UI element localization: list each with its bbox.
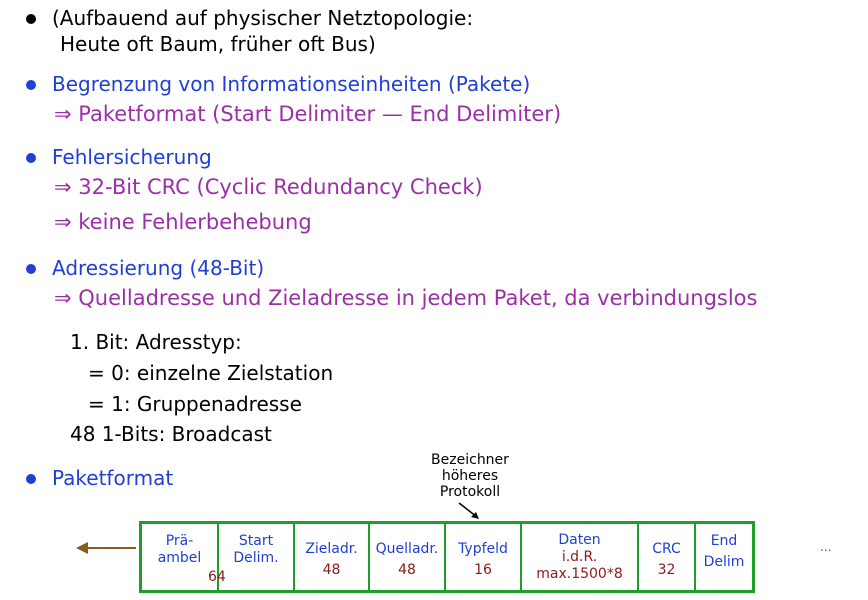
ellipsis: ... <box>820 540 832 554</box>
praeambel-label-2: ambel <box>157 550 202 566</box>
zieladr-value: 48 <box>322 562 341 578</box>
cell-zieladr <box>295 524 370 590</box>
bullet-4-sub: ⇒ Quelladresse und Zieladresse in jedem Paket, da verbindungslos <box>54 286 758 310</box>
daten-line-3: max.1500*8 <box>536 566 623 582</box>
quelladr-label: Quelladr. <box>375 541 439 557</box>
cell-typfeld <box>446 524 522 590</box>
annotation-label <box>420 452 520 500</box>
bullet-1-line-1: (Aufbauend auf physischer Netztopologie: <box>52 6 474 30</box>
packet-format-table <box>139 521 755 593</box>
cell-end-delim <box>696 524 752 590</box>
bits-64-label: 64 <box>208 569 226 585</box>
bullet-2-title: Begrenzung von Informationseinheiten (Pakete) <box>52 72 531 96</box>
end-delim-label-2: Delim <box>703 554 745 570</box>
end-delim-label-1: End <box>710 533 738 549</box>
crc-label: CRC <box>652 541 681 557</box>
cell-start-delim <box>219 524 295 590</box>
bullet-3-title: Fehlersicherung <box>52 145 212 169</box>
bullet-1-dot <box>26 14 36 24</box>
annotation-line-2: höheres <box>441 468 499 484</box>
start-delim-label-1: Start <box>238 533 274 549</box>
bullet-3-sub-1: ⇒ 32-Bit CRC (Cyclic Redundancy Check) <box>54 175 483 199</box>
annotation-line-3: Protokoll <box>439 484 501 500</box>
bullet-5-dot <box>26 474 36 484</box>
annotation-arrow-icon <box>455 501 485 521</box>
crc-value: 32 <box>657 562 676 578</box>
bullet-4-dot <box>26 264 36 274</box>
bullet-5-title: Paketformat <box>52 466 174 490</box>
praeambel-label-1: Prä- <box>165 533 194 549</box>
typfeld-label: Typfeld <box>458 541 508 557</box>
quelladr-value: 48 <box>398 562 416 578</box>
cell-daten <box>522 524 639 590</box>
typfeld-value: 16 <box>474 562 492 578</box>
annotation-line-1: Bezeichner <box>431 452 509 468</box>
daten-label: Daten <box>558 532 601 548</box>
bullet-1-line-2: Heute oft Baum, früher oft Bus) <box>60 32 376 56</box>
zieladr-label: Zieladr. <box>305 541 358 557</box>
address-line-4: 48 1-Bits: Broadcast <box>70 422 272 446</box>
bullet-4-title: Adressierung (48-Bit) <box>52 256 265 280</box>
left-arrow-icon <box>76 541 138 555</box>
bullet-3-dot <box>26 153 36 163</box>
address-line-2: = 0: einzelne Zielstation <box>88 361 334 385</box>
bullet-3-sub-2: ⇒ keine Fehlerbehebung <box>54 210 312 234</box>
start-delim-label-2: Delim. <box>233 550 279 566</box>
bullet-2-dot <box>26 80 36 90</box>
cell-crc <box>639 524 696 590</box>
address-line-1: 1. Bit: Adresstyp: <box>70 330 242 354</box>
bullet-2-sub: ⇒ Paketformat (Start Delimiter — End Delimiter) <box>54 102 562 126</box>
address-line-3: = 1: Gruppenadresse <box>88 392 302 416</box>
daten-line-2: i.d.R. <box>561 549 598 565</box>
cell-quelladr <box>370 524 446 590</box>
